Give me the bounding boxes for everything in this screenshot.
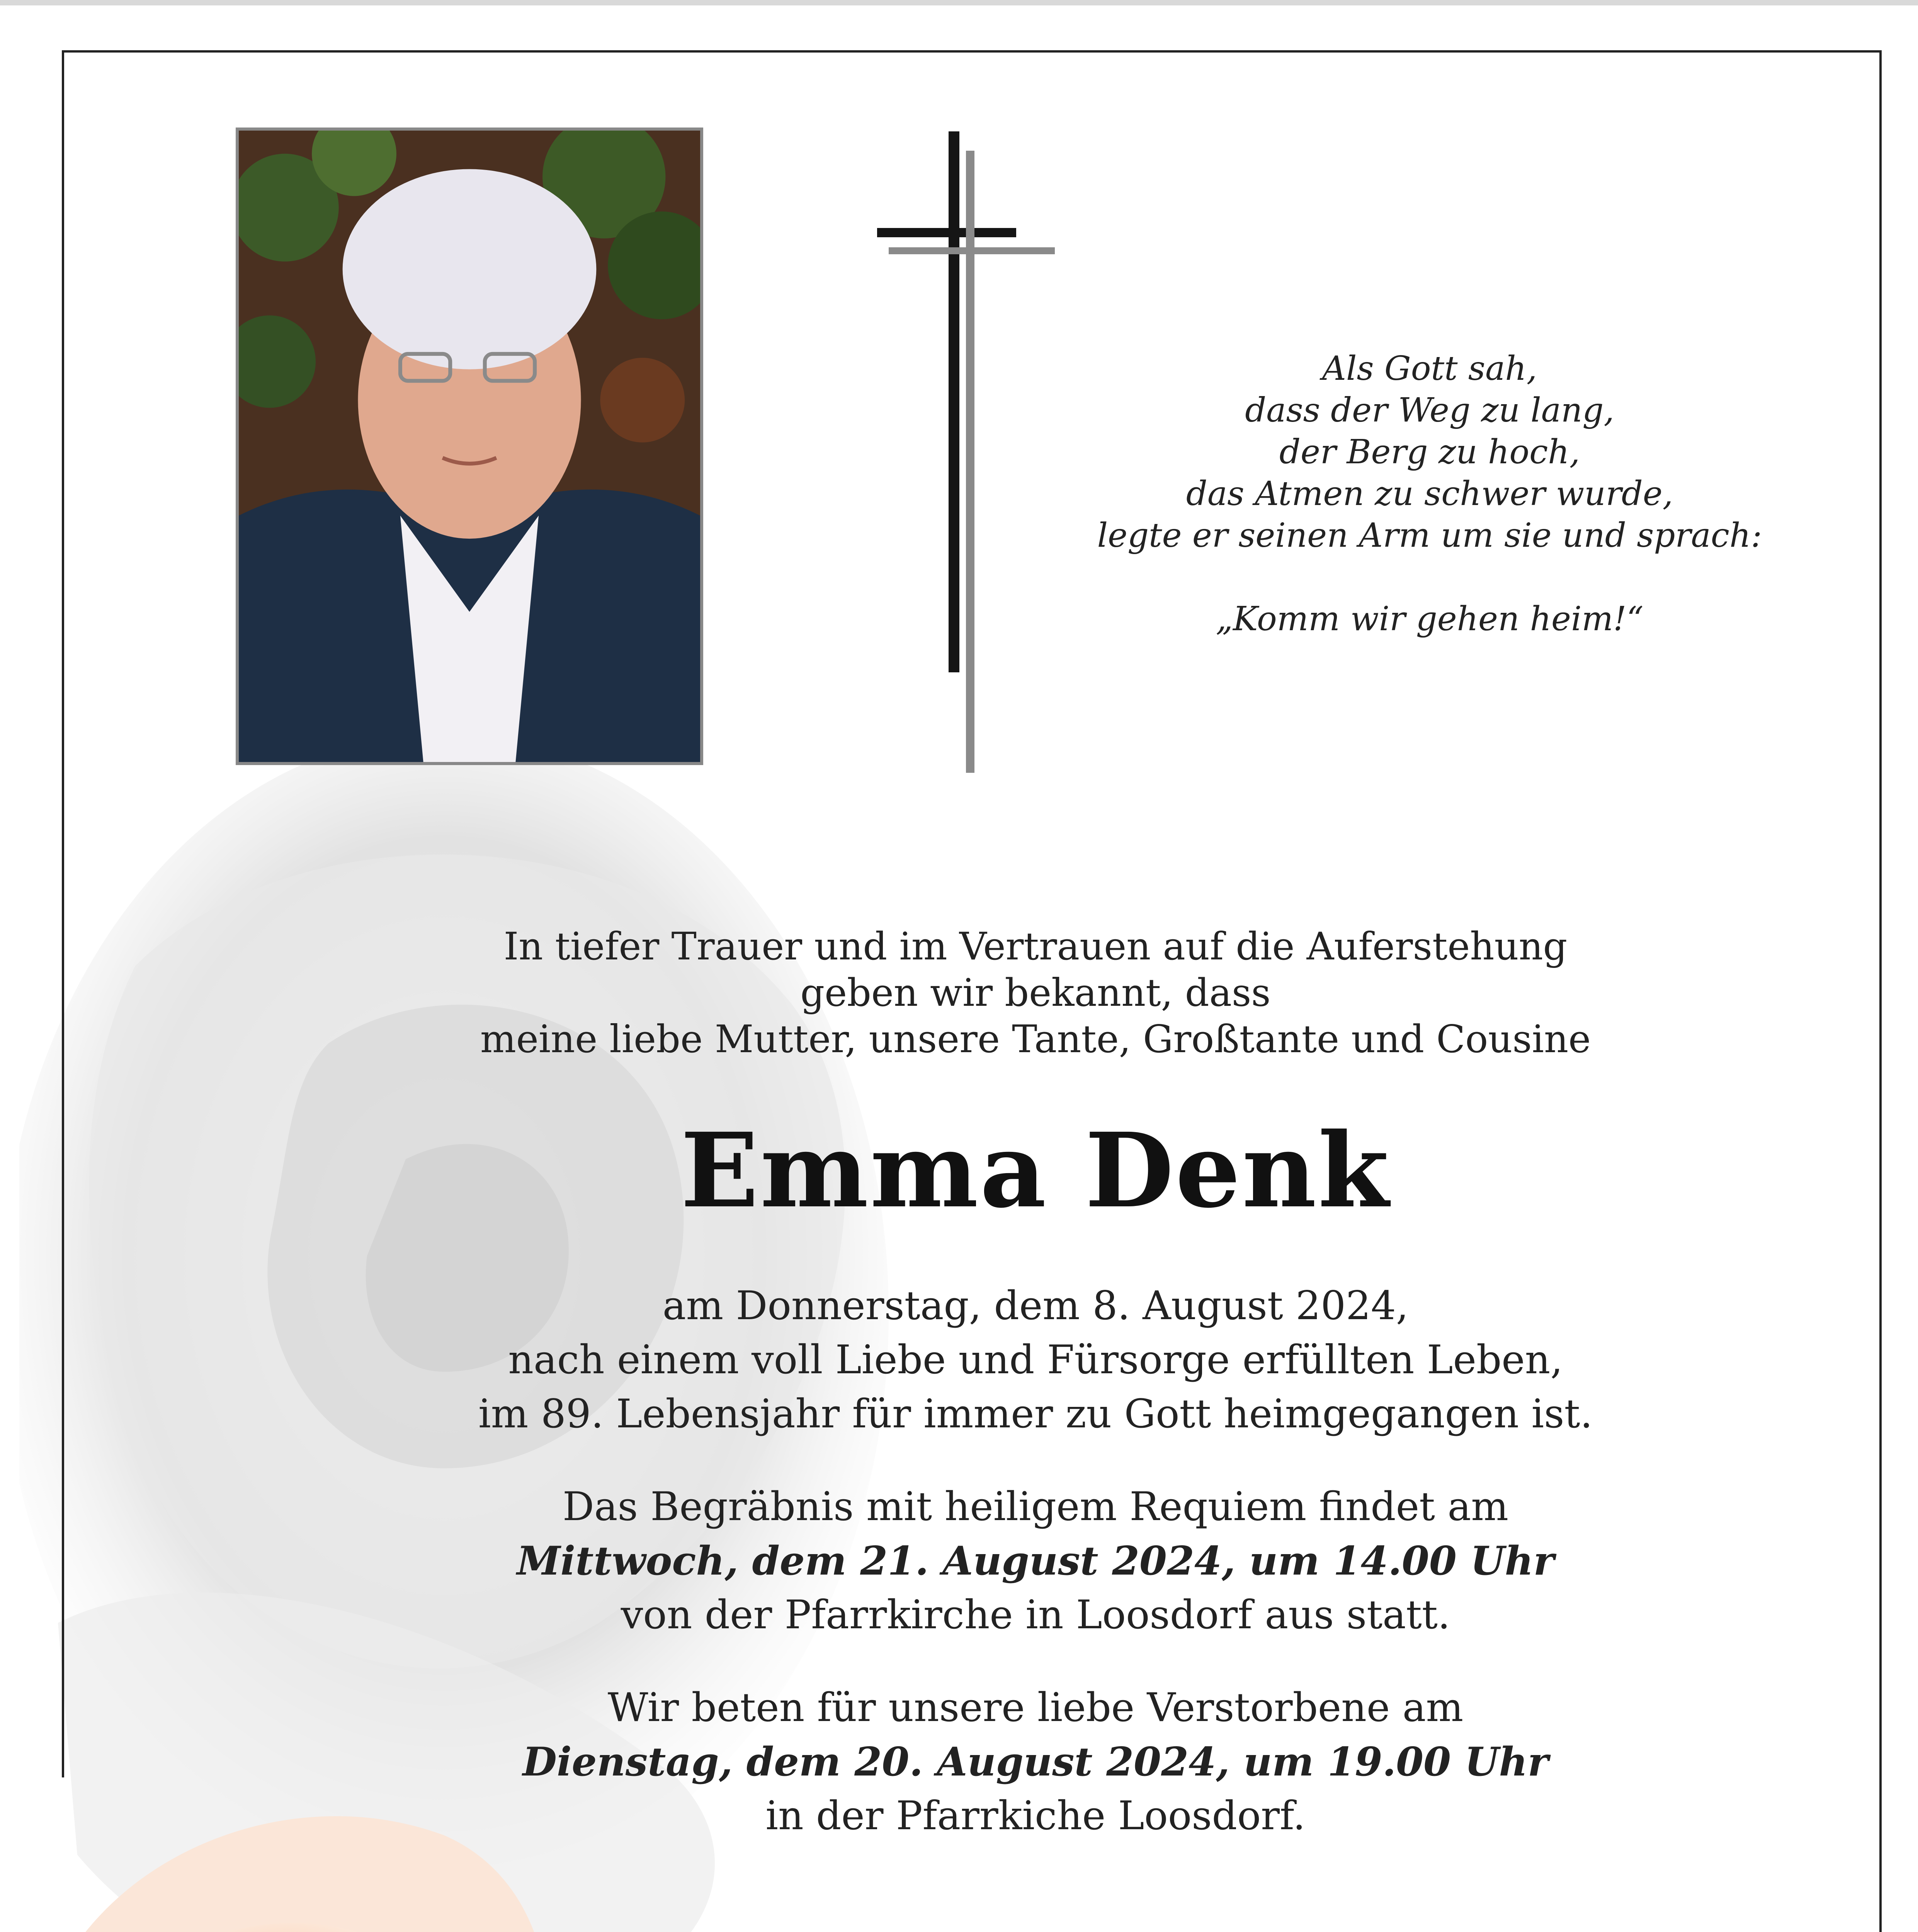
- poem-line: dass der Weg zu lang,: [1245, 391, 1614, 430]
- intro-line: In tiefer Trauer und im Vertrauen auf die Auferstehung: [503, 925, 1568, 969]
- top-scan-edge: [0, 0, 1918, 5]
- portrait-photo: [236, 128, 703, 765]
- deceased-name: Emma Denk: [680, 1111, 1391, 1231]
- intro-line: meine liebe Mutter, unsere Tante, Großtante und Cousine: [480, 1017, 1591, 1061]
- funeral-line: Das Begräbnis mit heiligem Requiem findet am: [563, 1484, 1508, 1530]
- death-line: im 89. Lebensjahr für immer zu Gott heimgegangen ist.: [478, 1391, 1593, 1437]
- death-notice: [263, 1279, 1808, 1441]
- poem-line: Als Gott sah,: [1322, 349, 1537, 388]
- prayer-date: Dienstag, dem 20. August 2024, um 19.00 Uhr: [522, 1739, 1549, 1785]
- funeral-location: von der Pfarrkirche in Loosdorf aus statt.: [621, 1592, 1450, 1638]
- intro-line: geben wir bekannt, dass: [800, 971, 1271, 1015]
- prayer-location: in der Pfarrkiche Loosdorf.: [765, 1793, 1306, 1839]
- poem-line: legte er seinen Arm um sie und sprach:: [1097, 516, 1762, 555]
- poem: [1005, 348, 1855, 640]
- intro-text: [263, 923, 1808, 1063]
- death-line: nach einem voll Liebe und Fürsorge erfüllten Leben,: [508, 1337, 1563, 1383]
- prayer-notice: [263, 1681, 1808, 1843]
- poem-quote: „Komm wir gehen heim!“: [1216, 600, 1644, 638]
- frame-gap-left: [58, 1777, 70, 1932]
- poem-line: der Berg zu hoch,: [1279, 433, 1580, 471]
- poem-line: das Atmen zu schwer wurde,: [1186, 474, 1673, 513]
- funeral-notice: [263, 1480, 1808, 1642]
- prayer-line: Wir beten für unsere liebe Verstorbene am: [607, 1685, 1464, 1731]
- funeral-date: Mittwoch, dem 21. August 2024, um 14.00 Uhr: [517, 1538, 1554, 1584]
- death-line: am Donnerstag, dem 8. August 2024,: [662, 1283, 1409, 1329]
